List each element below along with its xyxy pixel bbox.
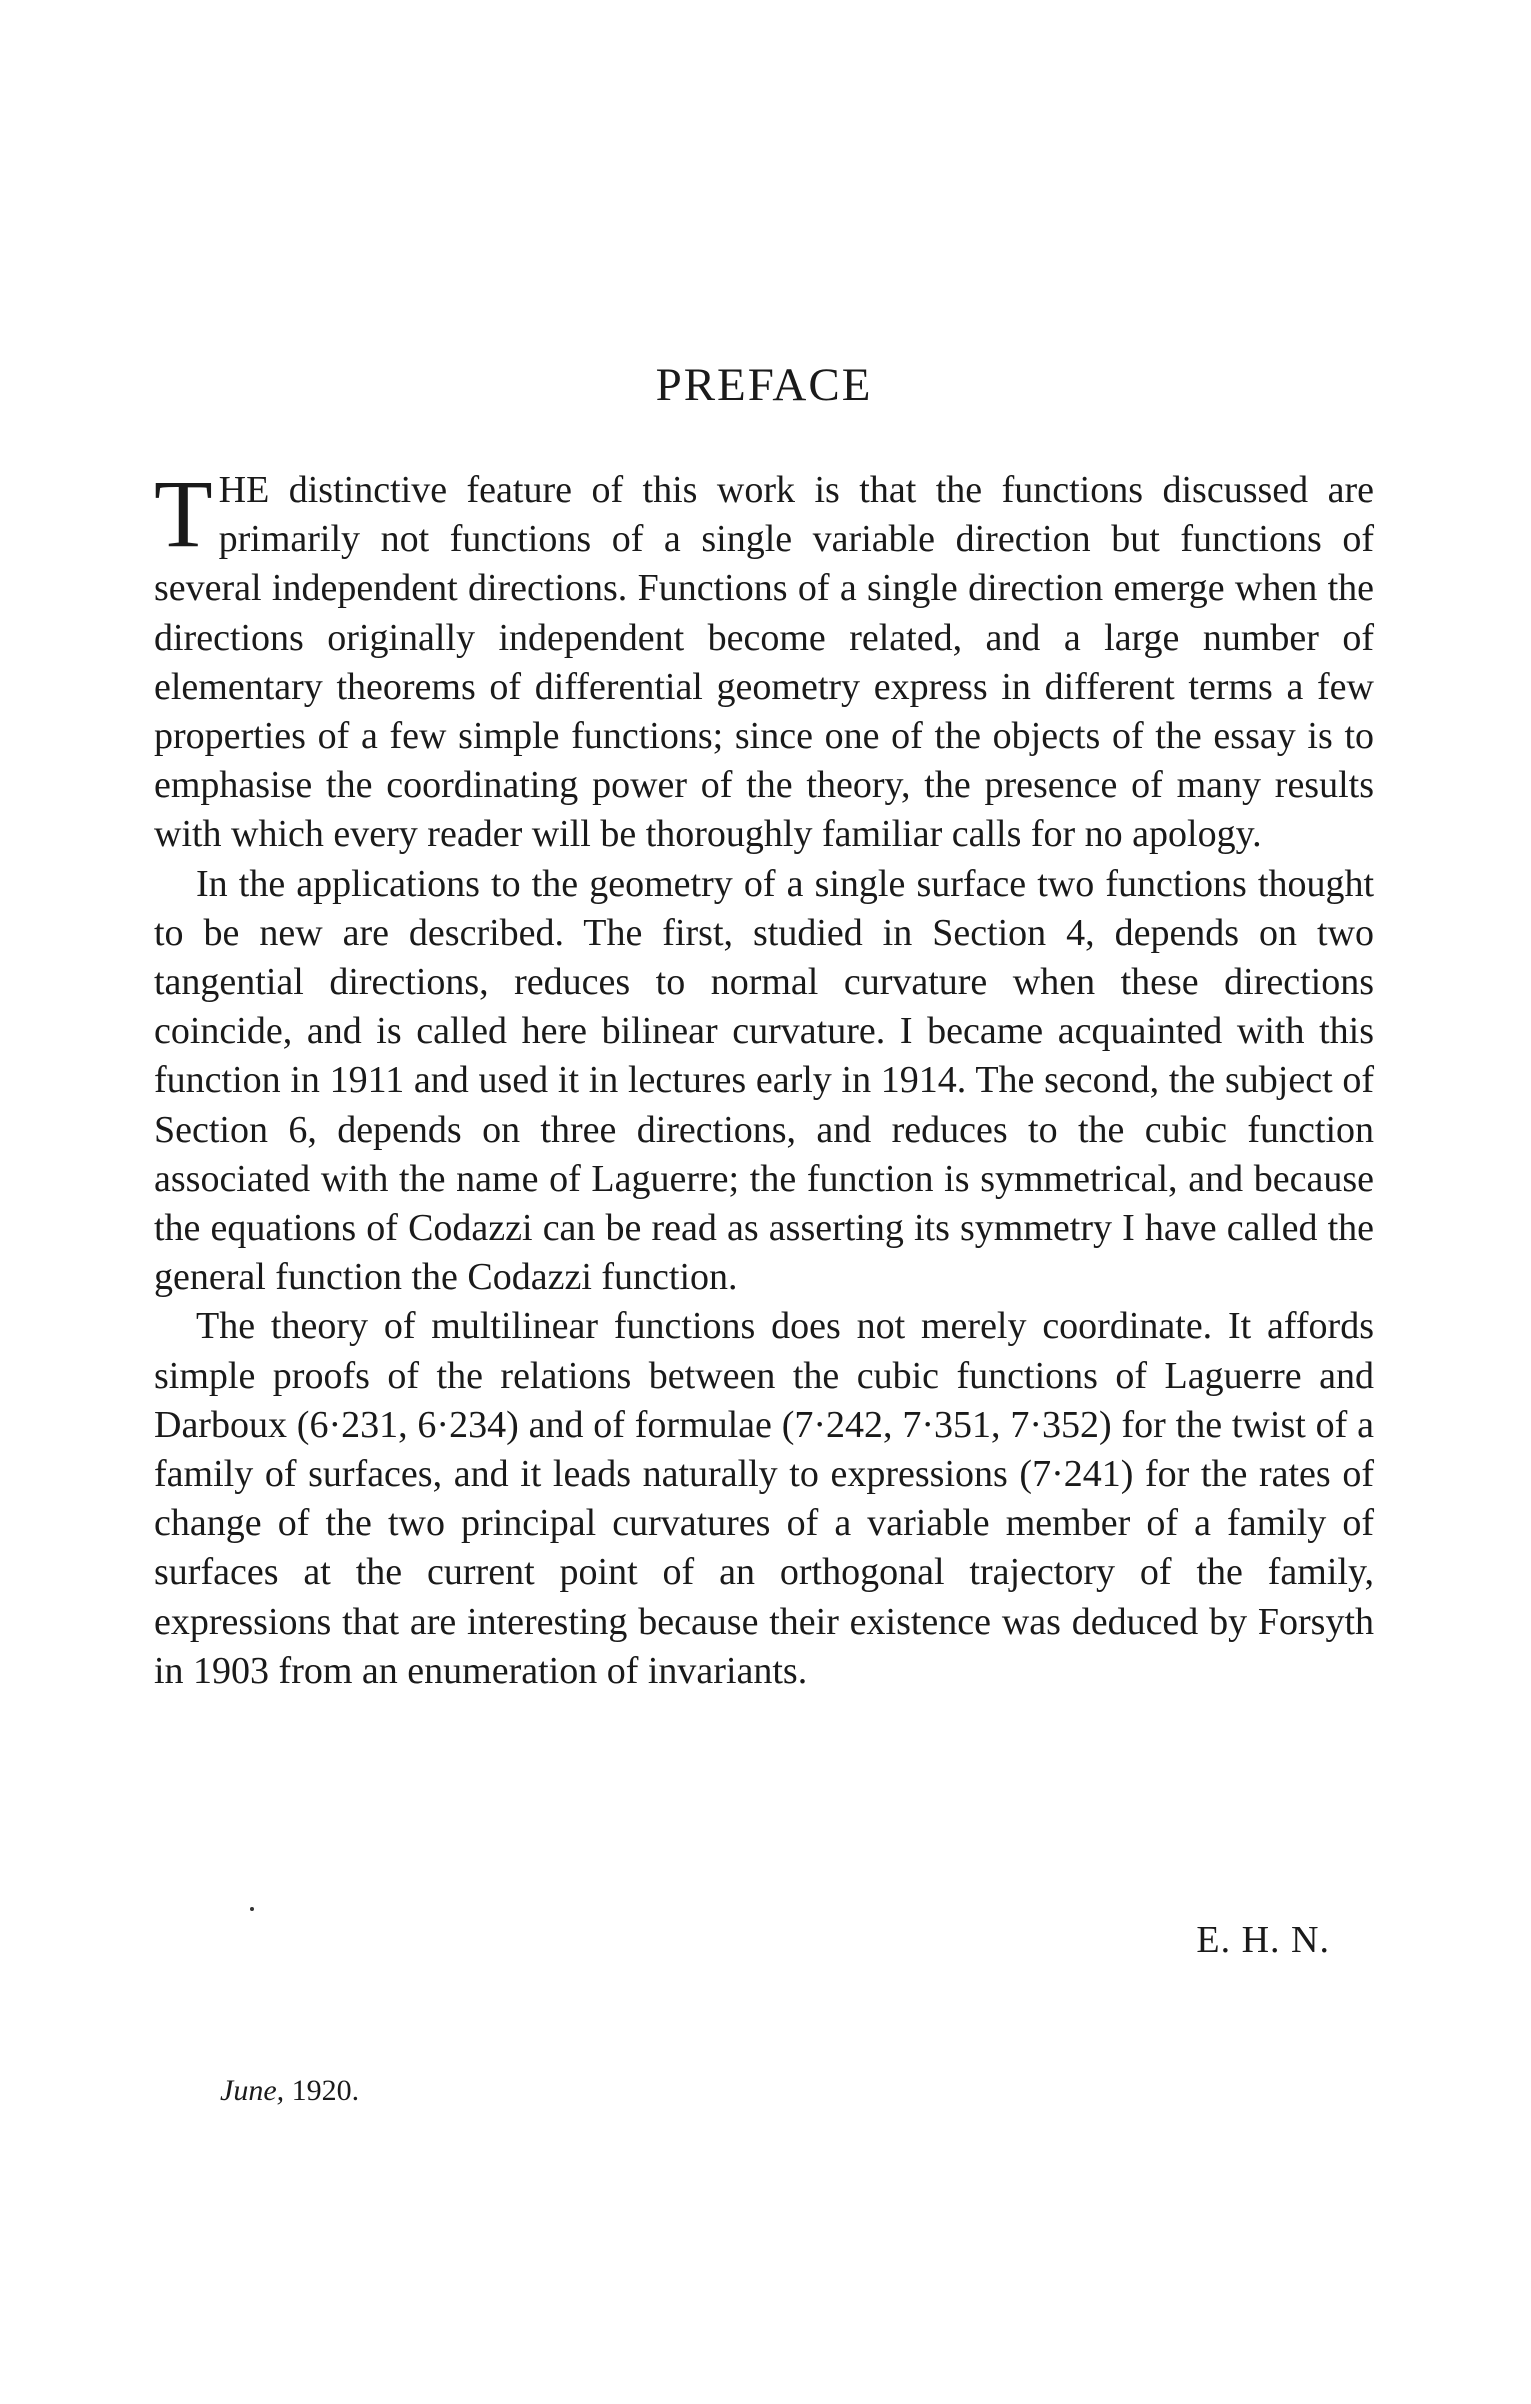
paragraph-2: In the applications to the geometry of a single surface two functions thought to be new are described. The first, studied in Section 4, depends on two tangential directions, reduces to normal curvature when these directions coincide, and is called here bilinear curvature. I became acquainted with this function in 1911 and used it in lectures early in 1914. The second, the subject of Section 6, depends on three directions, and reduces to the cubic function associated with the name of Laguerre; the function is symmetrical, and because the equations of Codazzi can be read as asserting its symmetry I have called the general function the Codazzi function. bbox=[154, 862, 1374, 1299]
paragraph-1 bbox=[154, 460, 1374, 860]
date-year: 1920. bbox=[291, 2074, 360, 2107]
paragraph-1-text: HE distinctive feature of this work is that the functions discussed are primarily not functions of a single variable direction but functions of several independent directions. Functions of a single direction emerge when the directions originally independent become related, and a large number of elementary theorems of differential geometry express in different terms a few properties of a few simple functions; since one of the objects of the essay is to emphasise the coordinating power of the theory, the presence of many results with which every reader will be thoroughly familiar calls for no apology. bbox=[154, 469, 1374, 856]
page-title: PREFACE bbox=[655, 359, 873, 411]
preface-body bbox=[154, 460, 1374, 1696]
preface-page bbox=[154, 0, 1374, 2404]
date-line bbox=[220, 2074, 359, 2108]
author-initials: E. H. N. bbox=[1196, 1919, 1330, 1961]
print-speck bbox=[250, 1907, 254, 1911]
drop-cap: T bbox=[154, 460, 213, 567]
date-month: June, bbox=[220, 2074, 285, 2107]
paragraph-3: The theory of multilinear functions does not merely coordinate. It affords simple proofs of the relations between the cubic functions of Laguerre and Darboux (6·231, 6·234) and of formulae (7·242, 7·351, 7·352) for the twist of a family of surfaces, and it leads naturally to expressions (7·241) for the rates of change of the two principal curvatures of a variable member of a family of surfaces at the current point of an orthogonal trajectory of the family, expressions that are interesting because their existence was deduced by Forsyth in 1903 from an enumeration of invariants. bbox=[154, 1305, 1374, 1692]
